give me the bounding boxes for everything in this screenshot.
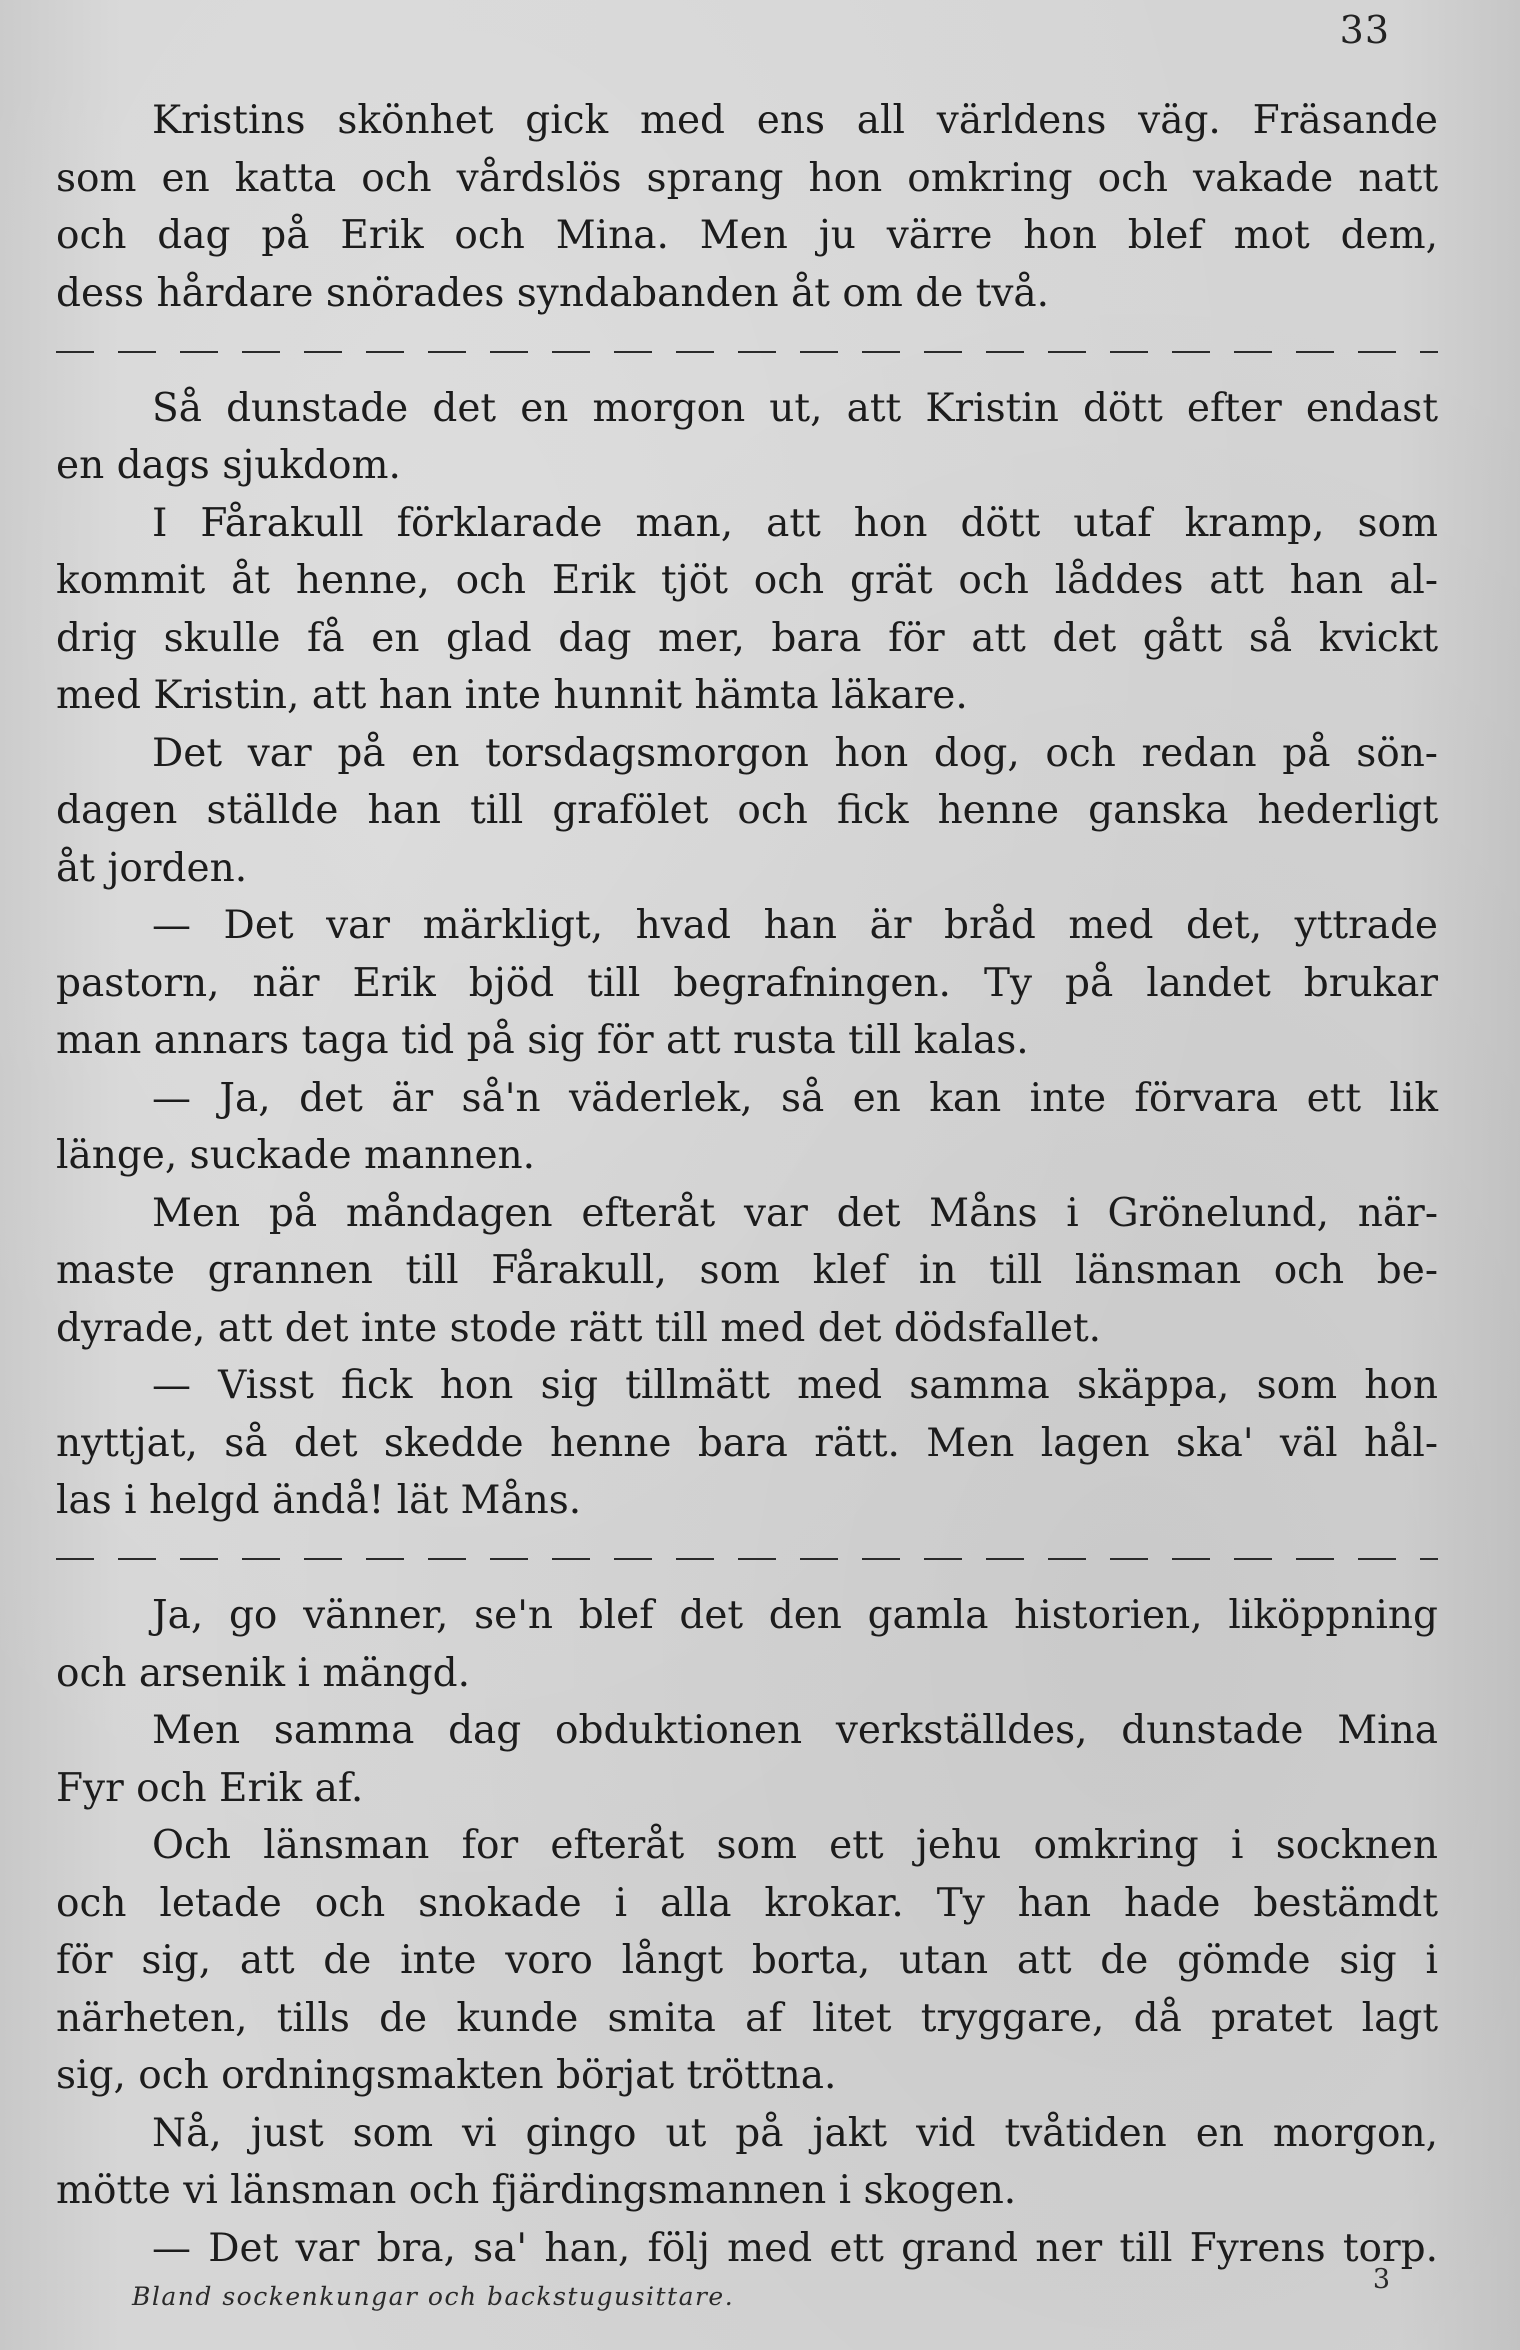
signature-mark: 3 [1372,2264,1390,2295]
text-line: Fyr och Erik af. [56,1765,364,1811]
text-line: maste grannen till Fårakull, som klef in till länsman och be- [56,1248,1438,1293]
text-line: man annars taga tid på sig för att rusta till kalas. [56,1018,1029,1063]
text-line: dagen ställde han till grafölet och fick henne ganska hederligt [56,788,1438,833]
text-line: närheten, tills de kunde smita af litet tryggare, då pratet lagt [56,1995,1438,2041]
text-line: åt jorden. [56,845,248,891]
running-footer: Bland sockenkungar och backstugusittare. [132,2282,735,2311]
text-line: — Det var bra, sa' han, följ med ett grand ner till Fyrens torp. [152,2225,1438,2271]
text-line: — Visst fick hon sig tillmätt med samma skäppa, som hon [152,1363,1438,1408]
text-line: Ja, go vänner, se'n blef det den gamla historien, liköppning [152,1593,1438,1638]
text-line: sig, och ordningsmakten börjat tröttna. [56,2053,837,2098]
text-line: — Det var märkligt, hvad han är bråd med det, yttrade [152,903,1438,948]
text-line: pastorn, när Erik bjöd till begrafningen. Ty på landet brukar [56,960,1438,1006]
text-line: och dag på Erik och Mina. Men ju värre hon blef mot dem, [56,213,1438,258]
text-line: för sig, att de inte voro långt borta, utan att de gömde sig i [56,1938,1438,1983]
text-line: — Ja, det är så'n väderlek, så en kan inte förvara ett lik [152,1075,1438,1121]
page-number: 33 [1339,8,1390,52]
text-line: dess hårdare snörades syndabanden åt om de två. [56,270,1050,316]
text-line: Men på måndagen efteråt var det Måns i Grönelund, när- [152,1190,1438,1236]
text-line: en dags sjukdom. [56,443,401,488]
text-line: I Fårakull förklarade man, att hon dött utaf kramp, som [152,500,1438,546]
section-divider [56,322,1438,380]
text-line: Kristins skönhet gick med ens all världens väg. Fräsande [152,98,1438,143]
section-divider [56,1530,1438,1588]
text-line: Så dunstade det en morgon ut, att Kristin dött efter endast [152,385,1438,431]
text-line: Nå, just som vi gingo ut på jakt vid tvåtiden en morgon, [152,2110,1438,2156]
text-line: dyrade, att det inte stode rätt till med det dödsfallet. [56,1305,1102,1351]
text-line: mötte vi länsman och fjärdingsmannen i skogen. [56,2168,1017,2213]
text-line: kommit åt henne, och Erik tjöt och grät och låddes att han al- [56,558,1438,603]
text-line: och letade och snokade i alla krokar. Ty han hade bestämdt [56,1880,1438,1926]
text-line: länge, suckade mannen. [56,1133,536,1178]
text-line: som en katta och vårdslös sprang hon omkring och vakade natt [56,155,1438,201]
text-line: Det var på en torsdagsmorgon hon dog, och redan på sön- [152,730,1438,776]
text-line: med Kristin, att han inte hunnit hämta läkare. [56,673,968,718]
body-text [56,92,1438,2277]
text-line: las i helgd ändå! lät Måns. [56,1478,582,1523]
text-line: Och länsman for efteråt som ett jehu omkring i socknen [152,1823,1438,1868]
text-line: drig skulle få en glad dag mer, bara för att det gått så kvickt [56,615,1438,661]
text-line: nyttjat, så det skedde henne bara rätt. Men lagen ska' väl hål- [56,1420,1438,1466]
text-line: Men samma dag obduktionen verkställdes, dunstade Mina [152,1708,1438,1753]
text-line: och arsenik i mängd. [56,1650,470,1696]
